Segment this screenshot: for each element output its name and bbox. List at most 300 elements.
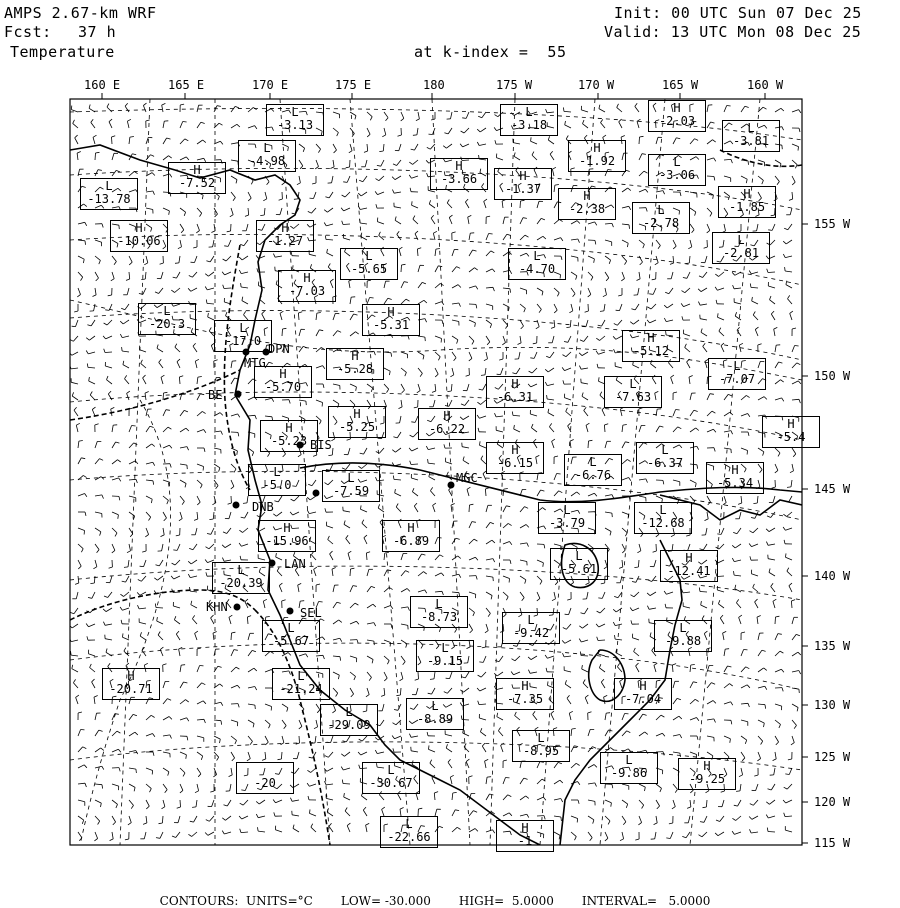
wind-barb bbox=[411, 176, 418, 178]
wind-barb bbox=[486, 269, 492, 272]
wind-barb-flag bbox=[132, 426, 136, 427]
wind-barb-flag bbox=[345, 808, 347, 812]
wind-barb bbox=[163, 480, 170, 482]
wind-barb-flag bbox=[171, 576, 174, 579]
wind-barb-flag bbox=[266, 617, 270, 618]
wind-barb-flag bbox=[763, 107, 766, 109]
wind-barb bbox=[367, 640, 374, 641]
wind-barb-flag bbox=[776, 616, 780, 617]
low-marker: L bbox=[263, 622, 319, 634]
wind-barb bbox=[469, 539, 474, 544]
extremum-value: -5.61 bbox=[551, 563, 607, 576]
wind-barb bbox=[552, 169, 554, 176]
wind-barb-flag bbox=[150, 789, 152, 793]
wind-barb-flag bbox=[596, 338, 599, 340]
high-marker: H bbox=[327, 350, 383, 362]
wind-barb bbox=[769, 572, 775, 576]
wind-barb bbox=[192, 272, 197, 277]
wind-barb bbox=[537, 304, 541, 309]
wind-barb bbox=[700, 304, 707, 305]
wind-barb bbox=[74, 410, 78, 416]
wind-barb-flag bbox=[714, 448, 715, 452]
wind-barb-flag bbox=[486, 216, 490, 217]
wind-barb-flag bbox=[584, 407, 587, 410]
extremum-box bbox=[326, 348, 384, 380]
wind-barb-flag bbox=[194, 519, 198, 520]
wind-barb-flag bbox=[643, 714, 647, 715]
wind-barb-flag bbox=[557, 293, 559, 297]
wind-barb bbox=[520, 543, 527, 544]
wind-barb-flag bbox=[185, 484, 186, 488]
wind-barb-flag bbox=[140, 632, 141, 636]
wind-barb-flag bbox=[110, 839, 114, 841]
wind-barb bbox=[467, 384, 469, 391]
wind-barb bbox=[73, 123, 78, 128]
lat-label-140w: 140 W bbox=[814, 569, 850, 583]
wind-barb-flag bbox=[126, 663, 129, 666]
wind-barb-flag bbox=[206, 261, 210, 262]
wind-barb-flag bbox=[262, 311, 265, 314]
high-marker: H bbox=[431, 160, 487, 172]
wind-barb-flag bbox=[477, 402, 480, 404]
wind-barb bbox=[588, 256, 594, 259]
wind-barb-flag bbox=[795, 346, 799, 347]
wind-barb-flag bbox=[476, 576, 477, 580]
wind-barb bbox=[213, 240, 214, 247]
wind-barb-flag bbox=[351, 568, 355, 569]
wind-barb bbox=[112, 272, 114, 279]
wind-barb-flag bbox=[604, 424, 608, 425]
wind-barb bbox=[741, 650, 744, 657]
wind-barb-flag bbox=[297, 183, 301, 185]
wind-barb-flag bbox=[717, 534, 721, 535]
wind-barb bbox=[683, 592, 690, 593]
wind-barb bbox=[605, 512, 612, 513]
wind-barb bbox=[92, 682, 95, 688]
wind-barb-flag bbox=[427, 732, 428, 736]
wind-barb-flag bbox=[563, 107, 564, 111]
wind-barb-flag bbox=[91, 119, 93, 122]
wind-barb bbox=[179, 377, 180, 384]
wind-barb-flag bbox=[324, 768, 327, 771]
wind-barb bbox=[180, 512, 182, 519]
wind-barb bbox=[197, 430, 204, 433]
wind-barb bbox=[258, 558, 265, 560]
wind-barb-flag bbox=[699, 835, 702, 837]
wind-barb bbox=[434, 672, 435, 679]
wind-barb bbox=[635, 304, 639, 310]
wind-barb-flag bbox=[577, 492, 580, 495]
wind-barb-flag bbox=[663, 480, 664, 484]
wind-barb bbox=[565, 684, 571, 688]
wind-barb-flag bbox=[358, 206, 360, 210]
wind-barb-flag bbox=[278, 759, 282, 760]
wind-barb-flag bbox=[682, 836, 686, 837]
wind-barb-flag bbox=[412, 201, 413, 205]
wind-barb bbox=[673, 681, 675, 688]
wind-barb-flag bbox=[504, 489, 508, 490]
wind-barb bbox=[752, 816, 758, 819]
wind-barb-flag bbox=[393, 164, 397, 166]
wind-barb bbox=[429, 204, 435, 208]
wind-barb-flag bbox=[343, 741, 347, 742]
wind-barb bbox=[537, 473, 538, 480]
wind-barb bbox=[741, 720, 748, 722]
wind-barb bbox=[163, 768, 169, 772]
wind-barb-flag bbox=[348, 551, 351, 553]
wind-barb bbox=[127, 393, 129, 400]
wind-barb bbox=[157, 348, 163, 352]
extremum-box bbox=[502, 612, 560, 644]
wind-barb-flag bbox=[309, 757, 313, 758]
wind-barb bbox=[163, 427, 168, 432]
wind-barb bbox=[671, 377, 673, 384]
wind-barb bbox=[707, 683, 711, 688]
wind-barb bbox=[690, 139, 695, 144]
low-marker: L bbox=[249, 466, 305, 478]
wind-barb bbox=[775, 634, 778, 640]
wind-barb bbox=[177, 544, 180, 550]
wind-barb-flag bbox=[794, 725, 796, 728]
wind-barb-flag bbox=[739, 343, 743, 345]
wind-barb-flag bbox=[374, 623, 376, 627]
wind-barb-flag bbox=[175, 344, 177, 348]
wind-barb bbox=[451, 112, 453, 119]
wind-barb-flag bbox=[745, 106, 749, 107]
wind-barb-flag bbox=[236, 180, 237, 184]
wind-barb-flag bbox=[459, 303, 461, 307]
wind-barb-flag bbox=[373, 604, 376, 607]
wind-barb-flag bbox=[462, 118, 466, 119]
extremum-value: -29.09 bbox=[321, 719, 377, 732]
wind-barb bbox=[700, 319, 707, 320]
wind-barb bbox=[537, 490, 541, 496]
wind-barb bbox=[332, 176, 333, 183]
wind-barb bbox=[554, 544, 561, 546]
extremum-box bbox=[564, 454, 622, 486]
extremum-box bbox=[322, 470, 380, 502]
wind-barb-flag bbox=[376, 204, 377, 208]
wind-barb bbox=[514, 672, 521, 675]
wind-barb-flag bbox=[705, 519, 709, 521]
wind-barb bbox=[683, 606, 690, 608]
wind-barb-flag bbox=[479, 389, 483, 390]
wind-barb-flag bbox=[143, 375, 146, 378]
wind-barb-flag bbox=[151, 499, 152, 503]
wind-barb bbox=[571, 304, 573, 311]
wind-barb-flag bbox=[187, 718, 189, 721]
wind-barb-flag bbox=[166, 410, 170, 411]
wind-barb-flag bbox=[176, 535, 180, 536]
wind-barb-flag bbox=[766, 529, 769, 532]
wind-barb bbox=[314, 192, 317, 199]
extremum-box bbox=[168, 162, 226, 194]
wind-barb bbox=[605, 528, 611, 532]
wind-barb bbox=[503, 592, 508, 597]
wind-barb-flag bbox=[557, 474, 561, 475]
high-marker: H bbox=[495, 170, 551, 182]
wind-barb bbox=[463, 144, 469, 147]
wind-barb-flag bbox=[290, 798, 292, 802]
wind-barb-flag bbox=[783, 254, 785, 258]
extremum-box bbox=[496, 678, 554, 710]
wind-barb bbox=[280, 313, 282, 320]
wind-barb bbox=[72, 669, 78, 672]
wind-barb-flag bbox=[598, 325, 602, 326]
wind-barb-flag bbox=[670, 263, 674, 264]
wind-barb-flag bbox=[288, 653, 291, 656]
wind-barb-flag bbox=[164, 392, 168, 393]
wind-barb bbox=[452, 303, 459, 304]
wind-barb bbox=[333, 656, 340, 657]
wind-barb bbox=[480, 688, 486, 691]
wind-barb bbox=[446, 144, 452, 148]
wind-barb bbox=[753, 800, 758, 805]
wind-barb bbox=[514, 429, 520, 432]
wind-barb-flag bbox=[170, 464, 171, 468]
wind-barb bbox=[656, 733, 662, 736]
wind-barb-flag bbox=[489, 234, 493, 235]
wind-barb-flag bbox=[575, 837, 577, 841]
wind-barb-flag bbox=[282, 182, 285, 185]
wind-barb bbox=[685, 288, 690, 293]
extremum-box bbox=[654, 620, 712, 652]
wind-barb bbox=[112, 460, 118, 464]
low-marker: L bbox=[503, 614, 559, 626]
wind-barb-flag bbox=[328, 455, 332, 456]
wind-barb-flag bbox=[376, 179, 379, 181]
wind-barb bbox=[276, 512, 282, 516]
wind-barb bbox=[549, 427, 554, 432]
wind-barb bbox=[564, 670, 571, 672]
wind-barb bbox=[107, 320, 112, 325]
wind-barb-flag bbox=[310, 809, 311, 813]
wind-barb-flag bbox=[791, 743, 794, 745]
wind-barb bbox=[383, 144, 384, 151]
wind-barb-flag bbox=[629, 225, 630, 229]
wind-barb bbox=[547, 384, 554, 386]
wind-barb bbox=[734, 575, 741, 576]
wind-barb bbox=[451, 384, 452, 391]
wind-barb-flag bbox=[701, 329, 702, 333]
wind-barb bbox=[163, 138, 167, 144]
wind-barb-flag bbox=[422, 282, 426, 284]
wind-barb-flag bbox=[781, 380, 784, 382]
extremum-value: -8.73 bbox=[411, 611, 467, 624]
wind-barb-flag bbox=[364, 535, 367, 538]
wind-barb bbox=[721, 346, 724, 352]
wind-barb bbox=[224, 832, 231, 834]
wind-barb-flag bbox=[169, 717, 172, 720]
wind-barb bbox=[242, 301, 248, 304]
wind-barb bbox=[486, 608, 490, 613]
wind-barb-flag bbox=[427, 147, 431, 149]
wind-barb bbox=[211, 528, 214, 534]
wind-barb bbox=[547, 656, 554, 658]
wind-barb-flag bbox=[698, 289, 701, 292]
wind-barb bbox=[162, 816, 163, 823]
wind-barb-flag bbox=[732, 818, 735, 820]
wind-barb bbox=[622, 224, 629, 225]
wind-barb-flag bbox=[758, 344, 762, 345]
wind-barb-flag bbox=[169, 211, 170, 215]
wind-barb bbox=[316, 400, 323, 403]
wind-barb-flag bbox=[256, 814, 258, 818]
wind-barb bbox=[197, 752, 203, 756]
wind-barb bbox=[537, 762, 540, 768]
wind-barb bbox=[106, 336, 112, 339]
high-marker: H bbox=[623, 332, 679, 344]
wind-barb bbox=[78, 458, 81, 464]
wind-barb-flag bbox=[710, 394, 714, 395]
wind-barb-flag bbox=[323, 366, 325, 369]
wind-barb-flag bbox=[127, 551, 131, 553]
wind-barb bbox=[378, 192, 385, 195]
wind-barb bbox=[554, 202, 557, 208]
wind-barb bbox=[554, 474, 557, 481]
wind-barb bbox=[707, 752, 713, 756]
wind-barb bbox=[724, 159, 731, 160]
wind-barb bbox=[464, 128, 469, 133]
wind-barb-flag bbox=[497, 713, 498, 717]
wind-barb bbox=[401, 384, 405, 390]
wind-barb bbox=[78, 256, 84, 259]
wind-barb-flag bbox=[311, 743, 315, 744]
wind-barb-flag bbox=[206, 300, 207, 304]
wind-barb-flag bbox=[116, 442, 120, 443]
wind-barb-flag bbox=[697, 736, 698, 740]
wind-barb-flag bbox=[291, 499, 295, 501]
wind-barb bbox=[112, 784, 119, 786]
wind-barb-flag bbox=[710, 213, 712, 216]
wind-barb-flag bbox=[360, 453, 364, 454]
low-marker: L bbox=[539, 504, 595, 516]
wind-barb-flag bbox=[695, 483, 696, 487]
high-marker: H bbox=[103, 670, 159, 682]
wind-barb bbox=[95, 800, 101, 803]
wind-barb-flag bbox=[189, 548, 193, 549]
wind-barb bbox=[105, 366, 112, 368]
wind-barb-flag bbox=[646, 479, 648, 483]
wind-barb bbox=[71, 640, 78, 642]
wind-barb bbox=[195, 256, 198, 263]
wind-barb-flag bbox=[87, 636, 88, 640]
wind-barb bbox=[163, 699, 167, 704]
wind-barb bbox=[260, 299, 265, 304]
wind-barb bbox=[449, 490, 452, 496]
extremum-value: -3.66 bbox=[431, 173, 487, 186]
high-marker: H bbox=[329, 408, 385, 420]
wind-barb bbox=[123, 320, 129, 324]
wind-barb bbox=[428, 190, 435, 192]
wind-barb-flag bbox=[562, 367, 564, 370]
extremum-box bbox=[214, 320, 272, 352]
wind-barb-flag bbox=[444, 133, 448, 134]
wind-barb bbox=[790, 313, 792, 320]
wind-barb-flag bbox=[186, 428, 189, 431]
wind-barb bbox=[75, 138, 78, 144]
wind-barb bbox=[599, 109, 605, 112]
wind-barb-flag bbox=[600, 311, 604, 312]
low-marker: L bbox=[565, 456, 621, 468]
wind-barb-flag bbox=[707, 230, 710, 233]
wind-barb bbox=[479, 144, 486, 146]
wind-barb bbox=[365, 160, 367, 167]
wind-barb-flag bbox=[669, 823, 673, 824]
wind-barb bbox=[569, 608, 571, 615]
wind-barb-flag bbox=[364, 151, 368, 152]
station-label-mtg: MTG bbox=[244, 356, 266, 370]
wind-barb bbox=[316, 655, 323, 656]
wind-barb bbox=[88, 654, 95, 656]
wind-barb bbox=[78, 765, 84, 768]
wind-barb-flag bbox=[183, 773, 185, 777]
wind-barb bbox=[197, 411, 202, 416]
wind-barb bbox=[146, 528, 149, 535]
wind-barb-flag bbox=[372, 660, 373, 664]
wind-barb-flag bbox=[537, 598, 540, 601]
wind-barb-flag bbox=[207, 534, 211, 535]
wind-barb bbox=[225, 272, 231, 275]
wind-barb bbox=[279, 586, 282, 592]
wind-barb bbox=[604, 425, 605, 432]
wind-barb-flag bbox=[81, 458, 85, 459]
extremum-box bbox=[410, 596, 468, 628]
wind-barb bbox=[649, 608, 656, 609]
wind-barb bbox=[157, 621, 163, 624]
wind-barb-flag bbox=[545, 655, 547, 658]
wind-barb bbox=[469, 522, 472, 528]
wind-barb-flag bbox=[359, 739, 363, 741]
wind-barb-flag bbox=[314, 727, 318, 729]
wind-barb bbox=[146, 155, 151, 160]
wind-barb-flag bbox=[184, 410, 188, 412]
wind-barb bbox=[241, 544, 248, 546]
extremum-value: -5.65 bbox=[341, 263, 397, 276]
wind-barb-flag bbox=[601, 679, 604, 682]
wind-barb bbox=[707, 122, 711, 128]
wind-barb bbox=[401, 589, 407, 593]
wind-barb bbox=[567, 698, 571, 704]
wind-barb bbox=[197, 140, 203, 144]
wind-barb-flag bbox=[657, 806, 660, 809]
wind-barb bbox=[78, 816, 84, 820]
extremum-box bbox=[550, 548, 608, 580]
wind-barb bbox=[669, 363, 674, 368]
wind-barb bbox=[95, 441, 97, 448]
wind-barb bbox=[78, 832, 82, 838]
wind-barb-flag bbox=[799, 671, 801, 675]
wind-barb bbox=[741, 395, 746, 400]
wind-barb bbox=[231, 361, 232, 368]
wind-barb-flag bbox=[81, 549, 83, 553]
wind-barb-flag bbox=[253, 724, 254, 728]
wind-barb bbox=[180, 700, 186, 704]
wind-barb-flag bbox=[227, 231, 231, 232]
low-marker: L bbox=[713, 234, 769, 246]
wind-barb-flag bbox=[171, 290, 174, 292]
wind-barb-flag bbox=[563, 380, 564, 384]
wind-barb bbox=[639, 784, 645, 787]
wind-barb bbox=[418, 572, 424, 576]
wind-barb-flag bbox=[671, 535, 675, 537]
wind-barb bbox=[758, 720, 764, 723]
wind-barb bbox=[295, 768, 299, 774]
wind-barb bbox=[788, 299, 793, 304]
wind-barb-flag bbox=[634, 567, 638, 568]
wind-barb-flag bbox=[337, 133, 339, 137]
wind-barb bbox=[515, 656, 520, 661]
